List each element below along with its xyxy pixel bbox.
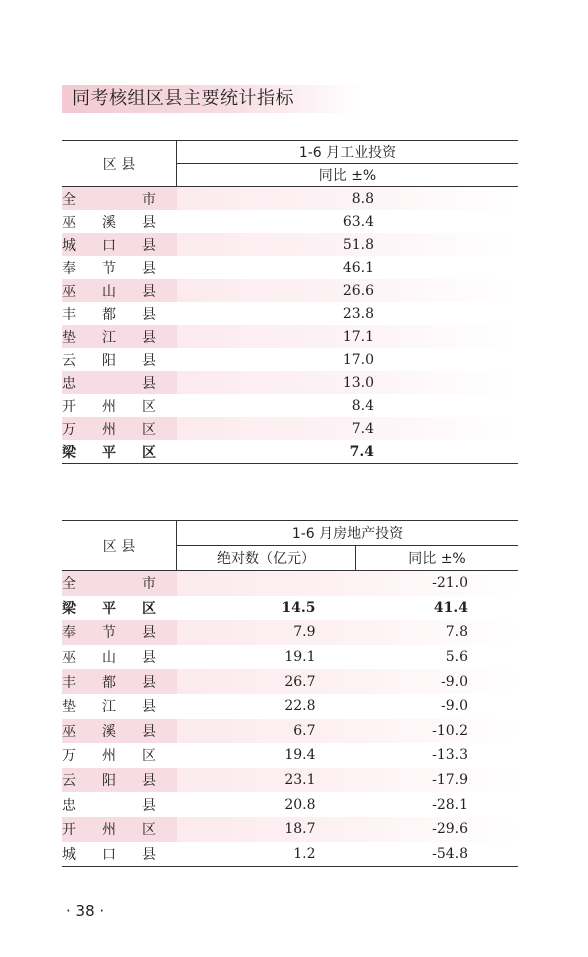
- yoy-value: 17.1: [177, 325, 519, 348]
- absolute-value: 1.2: [293, 845, 316, 862]
- table-row: [62, 596, 518, 621]
- absolute-value: 19.1: [284, 649, 316, 666]
- region-name-char: 山: [102, 283, 116, 300]
- region-name-char: 口: [102, 846, 116, 863]
- region-name: [62, 371, 177, 394]
- yoy-value: 7.4: [349, 443, 374, 460]
- table-row: [62, 371, 518, 394]
- region-name-char: 巫: [62, 283, 76, 300]
- yoy-value: 17.0: [342, 351, 374, 368]
- industrial-investment-body: [62, 187, 518, 464]
- region-name-char: 梁: [62, 600, 76, 617]
- region-name-char: 县: [142, 846, 156, 863]
- region-name-char: 口: [102, 237, 116, 254]
- table-row: [62, 302, 518, 325]
- region-name: [62, 256, 177, 279]
- table-row: [62, 279, 518, 302]
- region-name: [62, 817, 177, 842]
- yoy-value: 7.8: [356, 620, 519, 645]
- table-row: [62, 842, 518, 867]
- region-name: [62, 645, 177, 670]
- region-name: [62, 440, 177, 464]
- region-name: [62, 694, 177, 719]
- real-estate-investment-table: [62, 520, 518, 867]
- region-name-char: 县: [142, 260, 156, 277]
- table-row: [62, 768, 518, 793]
- table-row: [62, 187, 518, 211]
- real-estate-investment-header: 1-6 月房地产投资: [177, 521, 519, 546]
- region-name-char: 巫: [62, 723, 76, 740]
- region-name: [62, 348, 177, 371]
- region-name-char: 山: [102, 650, 116, 667]
- region-name-char: 城: [62, 237, 76, 254]
- region-name: [62, 743, 177, 768]
- table-row: [62, 233, 518, 256]
- table-row: [62, 743, 518, 768]
- region-name-char: 万: [62, 421, 76, 438]
- region-name-char: 县: [142, 306, 156, 323]
- region-name-char: 县: [142, 329, 156, 346]
- table-row: [62, 620, 518, 645]
- region-name-char: 都: [102, 306, 116, 323]
- yoy-header: 同比 ±%: [356, 546, 519, 571]
- yoy-value: -9.0: [441, 698, 468, 715]
- absolute-value: [177, 571, 356, 596]
- table-row: [62, 348, 518, 371]
- table-row: [62, 325, 518, 348]
- yoy-value: -29.6: [356, 817, 519, 842]
- region-name-char: 都: [102, 674, 116, 691]
- region-name-char: 阳: [102, 773, 116, 790]
- region-name-char: 区: [142, 421, 156, 438]
- region-name-char: 奉: [62, 260, 76, 277]
- region-name: [62, 233, 177, 256]
- region-name: [62, 394, 177, 417]
- absolute-value: 18.7: [177, 817, 356, 842]
- table-row: [62, 694, 518, 719]
- section-title: 同考核组区县主要统计指标: [72, 88, 294, 109]
- region-name-char: 县: [142, 699, 156, 716]
- region-name-char: 区: [142, 748, 156, 765]
- region-name: [62, 842, 177, 867]
- region-name: [62, 719, 177, 744]
- region-name-char: 江: [102, 329, 116, 346]
- absolute-value: 23.1: [177, 768, 356, 793]
- table-row: [62, 719, 518, 744]
- region-name: [62, 596, 177, 621]
- region-name-char: 县: [142, 797, 156, 814]
- region-name: [62, 187, 177, 211]
- region-name-char: 巫: [62, 214, 76, 231]
- region-name-char: 县: [142, 352, 156, 369]
- region-name: [62, 620, 177, 645]
- region-name-char: 万: [62, 748, 76, 765]
- region-name-char: 县: [142, 650, 156, 667]
- region-name-char: 开: [62, 398, 76, 415]
- region-name-char: 奉: [62, 625, 76, 642]
- yoy-value: -28.1: [432, 796, 468, 813]
- table-row: [62, 394, 518, 417]
- region-name-char: 城: [62, 846, 76, 863]
- yoy-value: -17.9: [356, 768, 519, 793]
- absolute-value: 6.7: [177, 719, 356, 744]
- region-name-char: 县: [142, 773, 156, 790]
- region-name-char: 阳: [102, 352, 116, 369]
- table-row: [62, 256, 518, 279]
- yoy-value: 26.6: [177, 279, 519, 302]
- region-name-char: 县: [142, 625, 156, 642]
- region-name-char: 丰: [62, 306, 76, 323]
- yoy-value: 5.6: [445, 649, 468, 666]
- region-header: 区 县: [62, 141, 177, 187]
- region-name-char: 州: [102, 421, 116, 438]
- yoy-value: 23.8: [342, 305, 374, 322]
- region-name-char: 忠: [62, 375, 76, 392]
- industrial-investment-table: [62, 140, 518, 464]
- region-name: [62, 669, 177, 694]
- region-name-char: 溪: [102, 723, 116, 740]
- yoy-header: 同比 ±%: [177, 164, 519, 187]
- yoy-value: -9.0: [356, 669, 519, 694]
- absolute-value-header: 绝对数（亿元）: [177, 546, 356, 571]
- region-name-char: 县: [142, 214, 156, 231]
- region-name-char: 开: [62, 822, 76, 839]
- region-name-char: 忠: [62, 797, 76, 814]
- region-name: [62, 279, 177, 302]
- region-name-char: 丰: [62, 674, 76, 691]
- region-name-char: 县: [142, 723, 156, 740]
- region-name-char: 县: [142, 237, 156, 254]
- absolute-value: 26.7: [177, 669, 356, 694]
- region-name-char: 区: [142, 398, 156, 415]
- region-name-char: 市: [142, 191, 156, 208]
- region-name-char: 县: [142, 283, 156, 300]
- region-name-char: 全: [62, 191, 76, 208]
- region-name-char: 梁: [62, 444, 76, 461]
- yoy-value: -10.2: [356, 719, 519, 744]
- table-row: [62, 417, 518, 440]
- region-name-char: 区: [142, 822, 156, 839]
- absolute-value: 7.9: [177, 620, 356, 645]
- region-name-char: 州: [102, 822, 116, 839]
- region-name: [62, 571, 177, 596]
- region-name-char: 州: [102, 398, 116, 415]
- absolute-value: 14.5: [281, 599, 316, 616]
- table-row: [62, 571, 518, 596]
- yoy-value: 46.1: [342, 259, 374, 276]
- region-name-char: 平: [102, 444, 116, 461]
- yoy-value: -13.3: [432, 747, 468, 764]
- region-name-char: 全: [62, 576, 76, 593]
- absolute-value: 19.4: [284, 747, 316, 764]
- yoy-value: -21.0: [356, 571, 519, 596]
- region-name-char: 县: [142, 674, 156, 691]
- region-name: [62, 302, 177, 325]
- region-name-char: 州: [102, 748, 116, 765]
- region-name-char: 区: [142, 444, 156, 461]
- real-estate-investment-body: [62, 571, 518, 867]
- region-name-char: 垫: [62, 699, 76, 716]
- yoy-value: 8.8: [177, 187, 519, 211]
- absolute-value: 20.8: [284, 796, 316, 813]
- region-name-char: 节: [102, 260, 116, 277]
- page-number: · 38 ·: [66, 902, 105, 920]
- yoy-value: 63.4: [342, 213, 374, 230]
- table-row: [62, 645, 518, 670]
- absolute-value: 22.8: [284, 698, 316, 715]
- region-name-char: 市: [142, 576, 156, 593]
- region-name: [62, 325, 177, 348]
- table-row: [62, 817, 518, 842]
- table-row: [62, 792, 518, 817]
- region-name: [62, 210, 177, 233]
- region-name-char: 区: [142, 600, 156, 617]
- yoy-value: 7.4: [177, 417, 519, 440]
- region-name: [62, 768, 177, 793]
- region-name-char: 节: [102, 625, 116, 642]
- region-name-char: 云: [62, 773, 76, 790]
- region-name: [62, 417, 177, 440]
- region-name-char: 巫: [62, 650, 76, 667]
- region-name-char: 江: [102, 699, 116, 716]
- table-row: [62, 210, 518, 233]
- region-name: [62, 792, 177, 817]
- yoy-value: 51.8: [177, 233, 519, 256]
- region-name-char: 县: [142, 375, 156, 392]
- yoy-value: 8.4: [351, 397, 374, 414]
- table-row: [62, 440, 518, 464]
- region-header: 区 县: [62, 521, 177, 571]
- industrial-investment-header: 1-6 月工业投资: [177, 141, 519, 164]
- yoy-value: -54.8: [432, 845, 468, 862]
- region-name-char: 垫: [62, 329, 76, 346]
- region-name-char: 云: [62, 352, 76, 369]
- table-row: [62, 669, 518, 694]
- region-name-char: 溪: [102, 214, 116, 231]
- region-name-char: 平: [102, 600, 116, 617]
- yoy-value: 41.4: [433, 599, 468, 616]
- yoy-value: 13.0: [177, 371, 519, 394]
